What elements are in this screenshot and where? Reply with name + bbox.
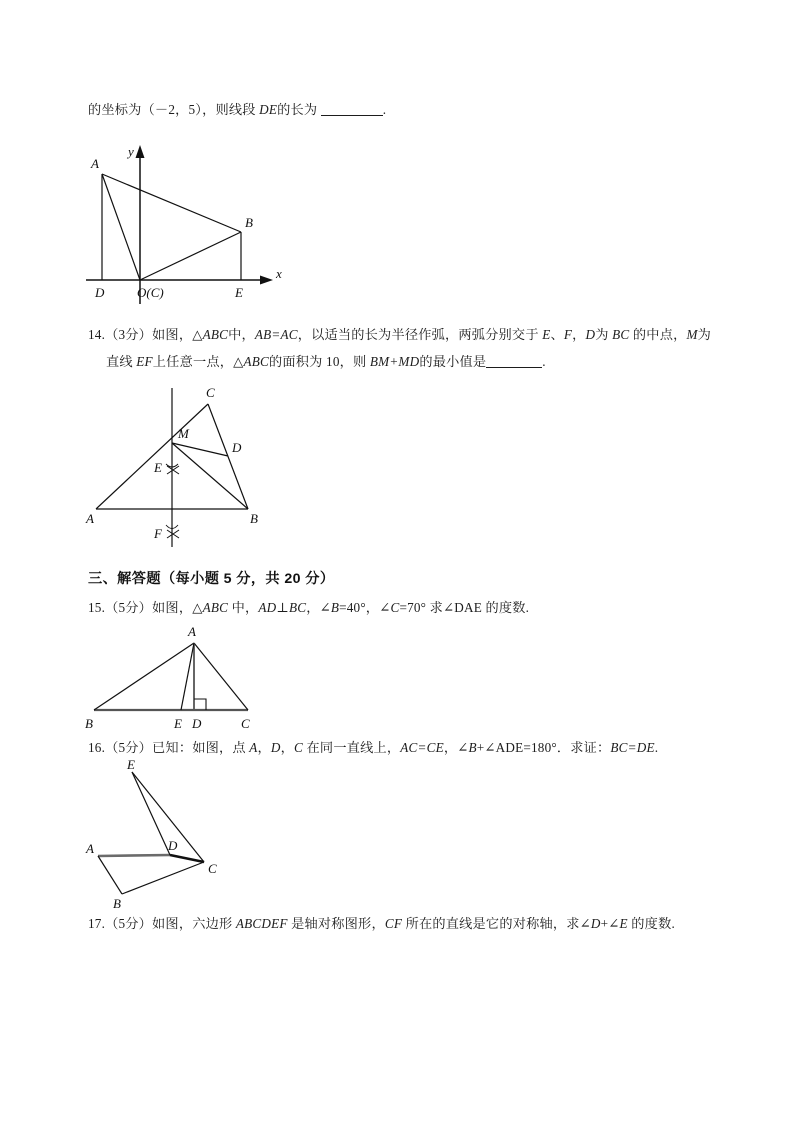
coordinate-figure-svg	[78, 132, 308, 307]
segment-ob	[140, 232, 241, 280]
perp-bisector-figure-svg	[82, 382, 292, 552]
segment-ab	[98, 856, 122, 894]
q17-number: 17	[88, 916, 102, 931]
segment-ba	[94, 643, 194, 710]
point-label-m: M	[178, 426, 189, 441]
point-label-a: A	[188, 624, 196, 639]
question-17-line: 17.（5分）如图，六边形 ABCDEF 是轴对称图形，CF 所在的直线是它的对称轴，求∠D+∠E 的度数.	[88, 916, 675, 931]
answer-blank-14[interactable]	[486, 367, 542, 368]
segment-bc	[122, 862, 204, 894]
q16-number: 16	[88, 740, 102, 755]
continued-question-line	[88, 100, 386, 120]
y-axis-arrow	[136, 145, 145, 158]
point-label-e: E	[154, 460, 162, 475]
point-label-a: A	[91, 156, 99, 171]
point-label-d: D	[95, 285, 105, 300]
x-axis-arrow	[260, 276, 273, 285]
point-label-a: A	[86, 511, 94, 526]
point-label-a: A	[86, 841, 94, 856]
question-14-line-1: 14.（3分）如图，△ABC中，AB=AC，以适当的长为半径作弧，两弧分别交于 E、F，D为 BC 的中点，M为	[88, 327, 712, 342]
q14-number: 14	[88, 327, 102, 342]
figure-perpendicular-bisector	[82, 382, 292, 552]
continued-period: .	[382, 102, 387, 117]
segment-ac	[96, 404, 208, 509]
axis-label-x: x	[276, 266, 282, 281]
point-label-b: B	[250, 511, 258, 526]
segment-ac	[194, 643, 248, 710]
figure-congruent-triangles	[82, 758, 272, 910]
question-16-line: 16.（5分）已知：如图，点 A，D，C 在同一直线上，AC=CE，∠B+∠ADE=180°．求证：BC=DE.	[88, 740, 659, 755]
segment-ae	[181, 643, 194, 710]
segment-ab	[102, 174, 241, 232]
segment-cb	[208, 404, 248, 509]
answer-blank-13[interactable]	[321, 115, 383, 116]
point-label-d: D	[192, 716, 202, 731]
point-label-f: F	[154, 526, 162, 541]
figure-coordinate-triangle	[78, 132, 308, 307]
point-label-c: C	[208, 861, 217, 876]
segment-md	[172, 443, 228, 456]
right-angle-mark	[194, 699, 206, 710]
question-15-line: 15.（5分）如图，△ABC 中，AD⊥BC，∠B=40°，∠C=70° 求∠DAE 的度数.	[88, 600, 530, 615]
point-label-c: C	[206, 385, 215, 400]
point-label-e: E	[174, 716, 182, 731]
figure-altitude-triangle	[82, 622, 272, 734]
section-3-heading: 三、解答题（每小题 5 分，共 20 分）	[88, 571, 335, 587]
altitude-figure-svg	[82, 622, 272, 734]
point-label-d: D	[232, 440, 242, 455]
question-14-line-2: 直线 EF上任意一点，△ABC的面积为 10，则 BM+MD的最小值是 .	[106, 354, 546, 369]
point-label-b: B	[245, 215, 253, 230]
segment-ad	[98, 855, 170, 856]
segment-ao	[102, 174, 140, 280]
continued-suffix: 的长为	[277, 102, 318, 117]
point-label-e: E	[127, 758, 135, 772]
q15-number: 15	[88, 600, 102, 615]
segment-ed	[132, 772, 170, 855]
point-label-b: B	[113, 896, 121, 910]
point-label-o-c: O(C)	[137, 285, 164, 300]
point-label-d: D	[168, 838, 178, 853]
congruent-figure-svg	[82, 758, 272, 910]
axis-label-y: y	[128, 144, 134, 159]
point-label-b: B	[85, 716, 93, 731]
continued-segment-de: DE	[259, 102, 278, 117]
continued-prefix: 的坐标为（－2，5），则线段	[88, 102, 260, 117]
point-label-e: E	[235, 285, 243, 300]
point-label-c: C	[241, 716, 250, 731]
